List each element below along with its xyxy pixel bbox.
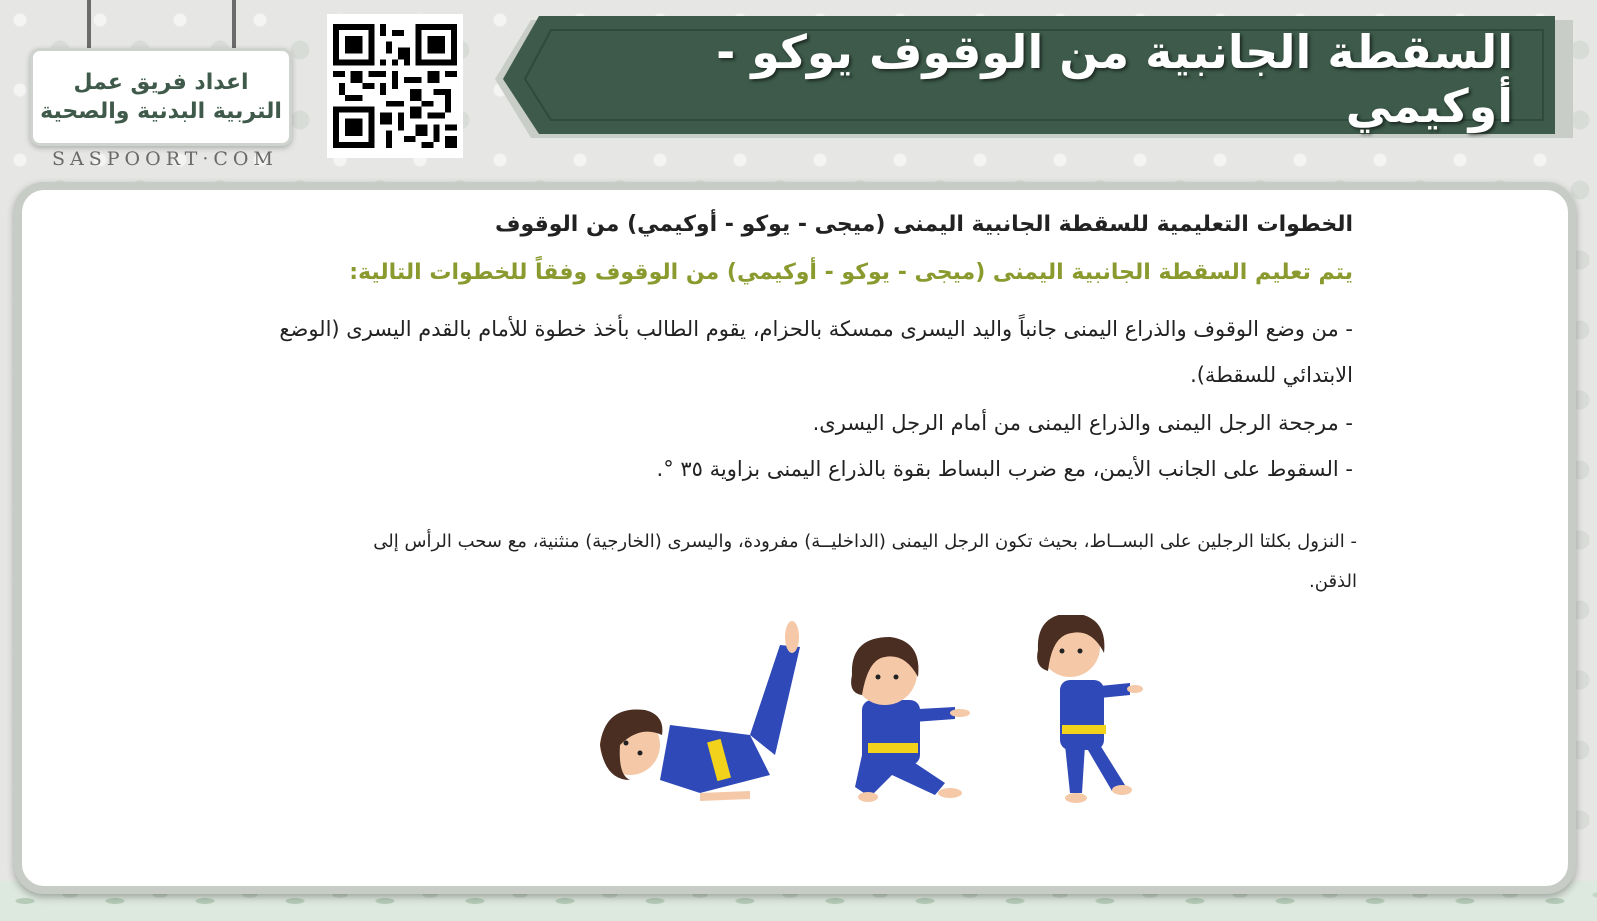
judo-figure-lying-icon [600, 621, 800, 801]
section-heading: الخطوات التعليمية للسقطة الجانبية اليمنى (ميجى - يوكو - أوكيمي) من الوقوف [495, 212, 1353, 237]
logo-line-1: اعداد فريق عمل [73, 70, 249, 95]
logo-card [30, 48, 292, 146]
title-banner [495, 16, 1573, 142]
step-1: - من وضع الوقوف والذراع اليمنى جانباً واليد اليسرى ممسكة بالحزام، يقوم الطالب بأخذ خطوة للأمام بالقدم اليسرى (الوضع الابتدائي للسقطة). [279, 317, 1353, 387]
hanging-string [87, 0, 91, 48]
step-3: - السقوط على الجانب الأيمن، مع ضرب البساط بقوة بالذراع اليمنى بزاوية ٣٥ °. [656, 457, 1353, 481]
hanging-string [232, 0, 236, 48]
site-name: SASPOORT·COM [52, 148, 278, 170]
section-intro: يتم تعليم السقطة الجانبية اليمنى (ميجى - يوكو - أوكيمي) من الوقوف وفقاً للخطوات التالية: [349, 260, 1353, 285]
judo-figure-squat-icon [851, 637, 970, 802]
step-4: - النزول بكلتا الرجلين على البســاط، بحيث تكون الرجل اليمنى (الداخليــة) مفرودة، واليسرى (الخارجية) منثنية، مع سحب الرأس إلى الذقن. [373, 531, 1357, 592]
qr-code-icon [327, 14, 463, 158]
judo-breakfall-sequence-illustration [600, 615, 1160, 815]
step-2: - مرجحة الرجل اليمنى والذراع اليمنى من أمام الرجل اليسرى. [812, 411, 1353, 435]
page-title: السقطة الجانبية من الوقوف يوكو - أوكيمي [716, 25, 1513, 133]
logo-line-2: التربية البدنية والصحية [40, 99, 282, 124]
judo-figure-standing-icon [1037, 615, 1143, 803]
